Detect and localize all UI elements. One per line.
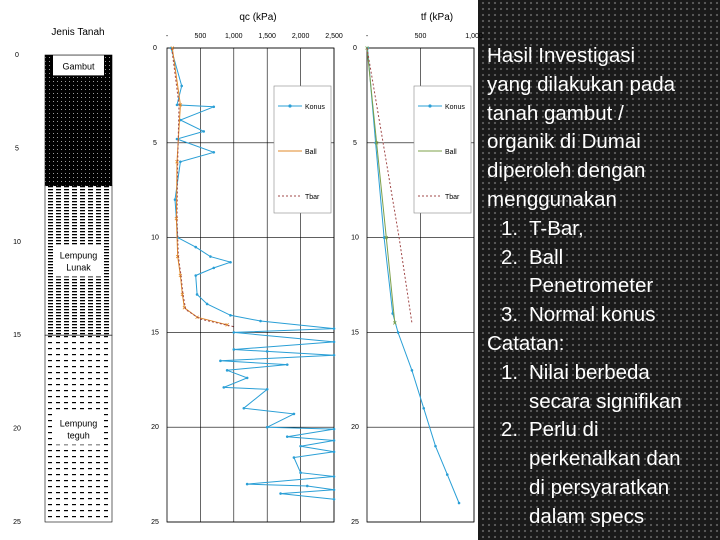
soil-title: Jenis Tanah [51, 27, 105, 38]
side-text: Nilai berbeda [529, 360, 650, 384]
data-point [299, 445, 302, 448]
side-text-line [487, 503, 717, 532]
x-tick-label: - [165, 33, 169, 40]
data-point [266, 350, 269, 353]
data-point [306, 485, 309, 488]
side-text-line [487, 474, 717, 503]
soil-depth-tick: 10 [13, 238, 21, 246]
data-point [176, 104, 179, 107]
data-point [333, 439, 336, 442]
soil-depth-tick: 5 [15, 145, 19, 153]
data-point [233, 348, 236, 351]
data-point [202, 130, 205, 133]
side-text-line [487, 244, 717, 273]
soil-depth-tick: 0 [15, 52, 19, 59]
x-tick-label: 500 [194, 33, 207, 40]
y-tick-label: 5 [353, 139, 357, 147]
data-point [206, 303, 209, 306]
soil-depth-tick: 20 [13, 425, 21, 433]
data-point [293, 456, 296, 459]
side-text-line [487, 330, 717, 359]
legend-label: Ball [445, 149, 457, 156]
data-point [212, 267, 215, 270]
x-tick-label: - [365, 33, 369, 40]
chart-title: qc (kPa) [239, 12, 277, 23]
y-tick-label: 10 [151, 234, 159, 242]
y-tick-label: 20 [151, 424, 159, 432]
data-point [233, 331, 236, 334]
data-point [333, 488, 336, 491]
data-point [333, 475, 336, 478]
list-number: 1. [501, 360, 519, 384]
data-point [174, 198, 177, 201]
data-point [446, 473, 449, 476]
x-tick-label: 1,000 [465, 33, 483, 40]
side-text: T-Bar, [529, 216, 584, 240]
soil-depth-tick: 15 [13, 332, 21, 340]
side-text-line [487, 301, 717, 330]
side-text: Ball [529, 245, 564, 269]
side-text-line [487, 42, 717, 71]
list-number: 3. [501, 303, 519, 327]
side-text: Normal konus [529, 303, 656, 327]
x-tick-label: 2,000 [291, 33, 310, 40]
data-point [222, 386, 225, 389]
side-text-line [487, 186, 717, 215]
y-tick-label: 25 [351, 519, 359, 526]
data-point [434, 445, 437, 448]
legend-label: Ball [305, 149, 317, 156]
data-point [266, 426, 269, 429]
list-number: 1. [501, 216, 519, 240]
data-point [226, 369, 229, 372]
data-point [219, 360, 222, 363]
x-tick-label: 1,000 [225, 33, 243, 40]
side-text: dalam specs [529, 504, 645, 528]
side-text-line [487, 71, 717, 100]
side-text: organik di Dumai [487, 130, 641, 154]
side-text-line [487, 215, 717, 244]
x-tick-label: 1,500 [258, 33, 276, 40]
list-number: 2. [501, 245, 519, 269]
data-point [333, 327, 336, 330]
y-tick-label: 0 [353, 45, 357, 52]
side-text: yang dilakukan pada [487, 72, 676, 96]
soil-layer-label: Lunak [66, 262, 91, 273]
data-point [286, 435, 289, 438]
data-point [299, 471, 302, 474]
side-text-line [487, 100, 717, 129]
soil-layer-label: Gambut [62, 61, 95, 72]
data-point [246, 377, 249, 380]
data-point [266, 388, 269, 391]
data-point [212, 151, 215, 154]
data-point [196, 293, 199, 296]
data-point [333, 428, 336, 431]
legend-marker [288, 104, 291, 107]
soil-layer-label: teguh [67, 430, 90, 441]
side-text: Perlu di [529, 418, 599, 442]
side-text-line [487, 157, 717, 186]
qc-chart [151, 12, 343, 526]
soil-layer-label: Lempung [59, 250, 98, 261]
soil-column [13, 27, 112, 526]
legend-label: Tbar [305, 194, 320, 201]
side-text: Penetrometer [529, 274, 654, 298]
side-text: diperoleh dengan [487, 159, 646, 183]
data-point [333, 451, 336, 454]
side-text-line [487, 359, 717, 388]
side-text: perkenalkan dan [529, 447, 681, 471]
data-point [458, 502, 461, 505]
chart-title: tf (kPa) [420, 12, 454, 23]
side-text-line [487, 445, 717, 474]
side-text-panel [487, 42, 717, 532]
data-point [229, 314, 232, 317]
data-point [333, 498, 336, 501]
x-tick-label: 2,500 [325, 33, 343, 40]
data-point [333, 354, 336, 357]
data-point [194, 246, 197, 249]
series-line-ball [367, 48, 395, 323]
side-text: tanah gambut / [487, 101, 624, 125]
y-tick-label: 5 [153, 139, 157, 147]
data-point [229, 261, 232, 264]
y-tick-label: 0 [153, 45, 157, 52]
side-text: di persyaratkan [529, 475, 670, 499]
side-text: Hasil Investigasi [487, 44, 636, 67]
data-point [180, 85, 183, 88]
legend-label: Konus [305, 104, 325, 111]
data-point [333, 341, 336, 344]
data-point [209, 255, 212, 258]
side-text-line [487, 388, 717, 417]
side-text: menggunakan [487, 187, 617, 211]
data-point [422, 407, 425, 410]
data-point [194, 274, 197, 277]
legend-label: Konus [445, 104, 465, 111]
data-point [212, 105, 215, 108]
y-tick-label: 10 [351, 234, 359, 242]
tf-chart [351, 12, 483, 526]
side-text: Catatan: [487, 331, 565, 355]
y-tick-label: 15 [151, 329, 159, 337]
data-point [286, 363, 289, 366]
legend-label: Tbar [445, 194, 460, 201]
data-point [279, 492, 282, 495]
x-tick-label: 500 [414, 33, 427, 40]
soil-layer-label: Lempung [59, 418, 98, 429]
legend-marker [428, 104, 431, 107]
data-point [411, 369, 414, 372]
y-tick-label: 25 [151, 519, 159, 526]
data-point [246, 483, 249, 486]
soil-depth-tick: 25 [13, 519, 21, 526]
y-tick-label: 15 [351, 329, 359, 337]
data-point [397, 331, 400, 334]
list-number: 2. [501, 418, 519, 442]
data-point [259, 320, 262, 323]
data-point [293, 413, 296, 416]
data-point [243, 407, 246, 410]
side-text-line [487, 416, 717, 445]
side-text-line [487, 128, 717, 157]
side-text: secara signifikan [529, 389, 682, 413]
y-tick-label: 20 [351, 424, 359, 432]
side-text-line [487, 272, 717, 301]
data-point [179, 160, 182, 163]
